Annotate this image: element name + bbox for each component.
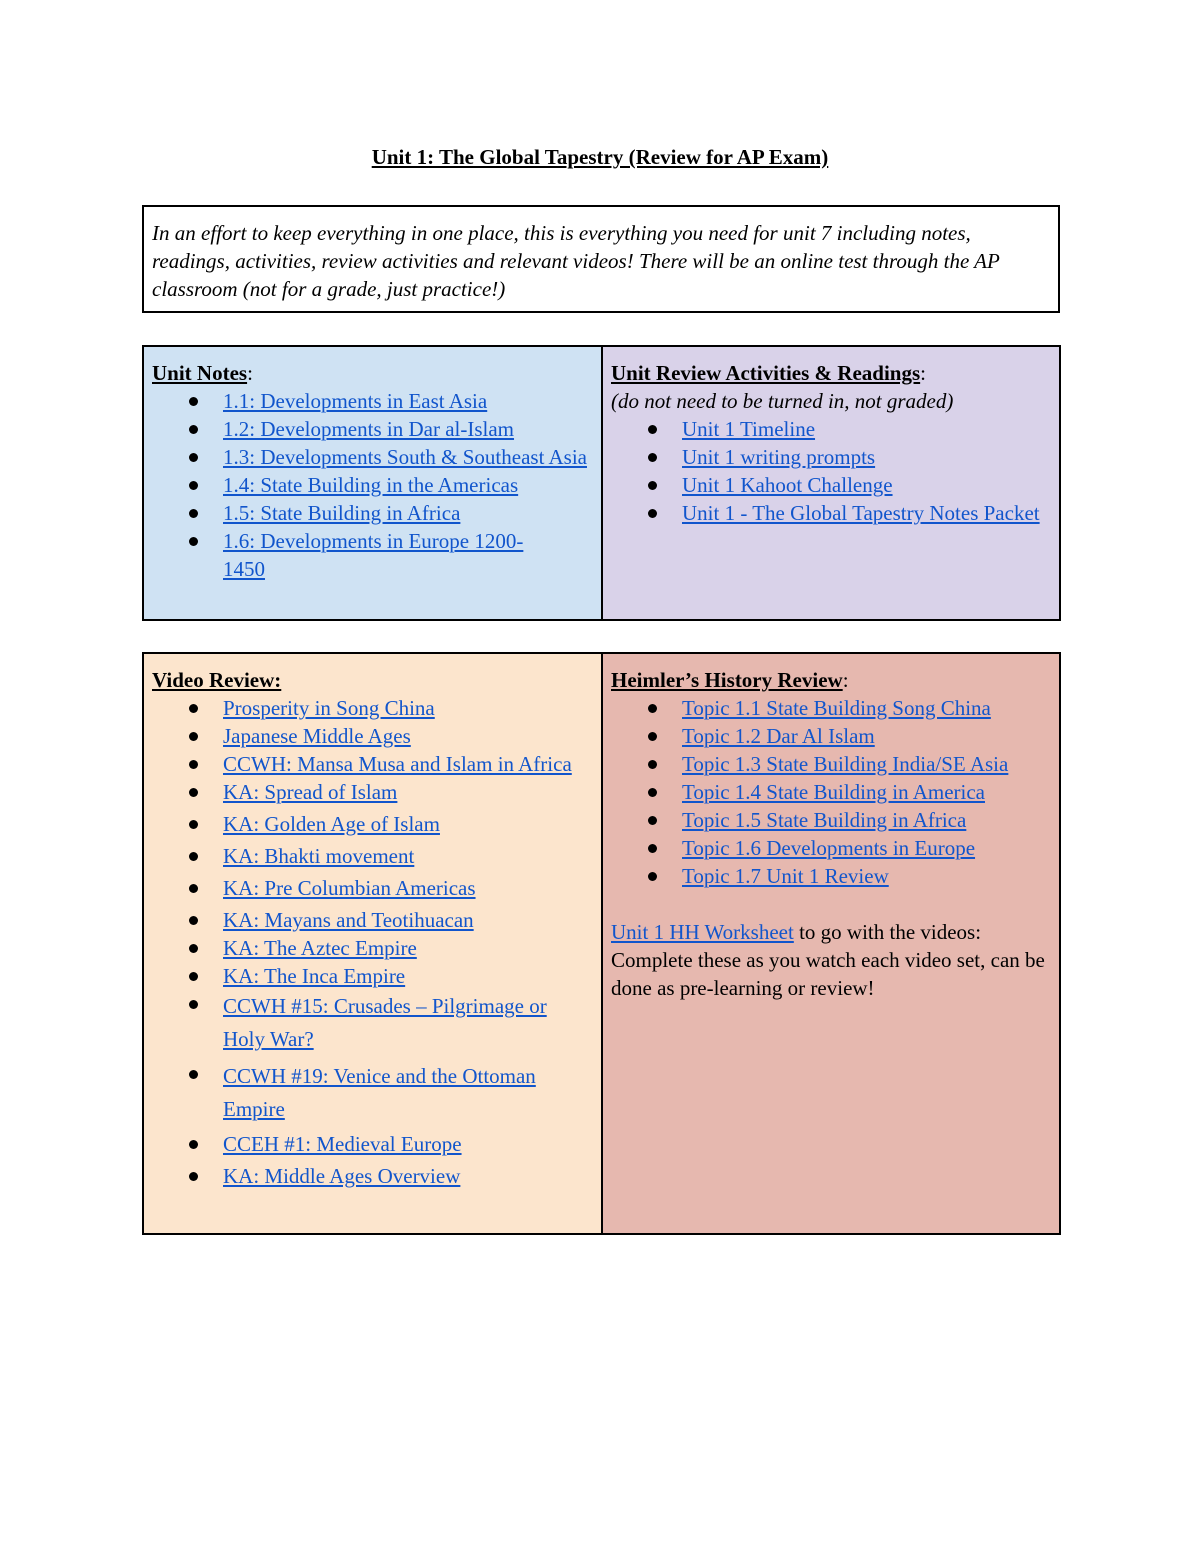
heimler-topic-link[interactable]: Topic 1.4 State Building in America: [682, 780, 985, 804]
video-link[interactable]: KA: The Inca Empire: [223, 964, 406, 988]
heimler-topic-link[interactable]: Topic 1.6 Developments in Europe: [682, 836, 976, 860]
list-item: [152, 990, 593, 1056]
list-item: [152, 750, 593, 778]
heimler-topic-link[interactable]: Topic 1.5 State Building in Africa: [682, 808, 967, 832]
review-activities-cell: [603, 347, 1059, 619]
video-link[interactable]: Prosperity in Song China: [223, 696, 435, 720]
heimler-topic-link[interactable]: Topic 1.3 State Building India/SE Asia: [682, 752, 1009, 776]
unit-notes-link-1-5[interactable]: 1.5: State Building in Africa: [223, 501, 461, 525]
list-item: [611, 471, 1051, 499]
list-item: [152, 499, 593, 527]
video-link[interactable]: KA: Bhakti movement: [223, 844, 415, 868]
unit-notes-link-1-2[interactable]: 1.2: Developments in Dar al-Islam: [223, 417, 515, 441]
list-item: [152, 722, 593, 750]
worksheet-text: to go with the videos: Complete these as you watch each video set, can be done as pre-learning or review!: [611, 920, 1045, 1000]
list-item: [611, 806, 1051, 834]
heimler-topic-link[interactable]: Topic 1.1 State Building Song China: [682, 696, 991, 720]
video-link[interactable]: Japanese Middle Ages: [223, 724, 411, 748]
list-item: [152, 1060, 593, 1126]
list-item: [611, 694, 1051, 722]
heimler-cell: [603, 654, 1059, 1233]
list-item: [152, 1162, 593, 1190]
page-title: Unit 1: The Global Tapestry (Review for AP Exam): [371, 145, 829, 169]
review-activities-note: (do not need to be turned in, not graded): [611, 389, 954, 413]
heimler-list: [611, 694, 1051, 890]
list-item: [152, 1130, 593, 1158]
bottom-table: [142, 652, 1061, 1235]
list-item: [152, 906, 593, 934]
list-item: [611, 722, 1051, 750]
unit-notes-colon: :: [247, 361, 253, 385]
review-activities-list: [611, 415, 1051, 527]
unit-notes-link-1-1[interactable]: 1.1: Developments in East Asia: [223, 389, 488, 413]
list-item: [611, 862, 1051, 890]
notes-packet-link[interactable]: Unit 1 - The Global Tapestry Notes Packet: [682, 501, 1040, 525]
list-item: [152, 934, 593, 962]
unit-notes-cell: [144, 347, 603, 619]
video-link[interactable]: CCWH: Mansa Musa and Islam in Africa: [223, 752, 572, 776]
video-link[interactable]: CCWH #15: Crusades – Pilgrimage or Holy War?: [223, 994, 547, 1051]
list-item: [611, 415, 1051, 443]
list-item: [152, 527, 593, 583]
list-item: [152, 443, 593, 471]
video-review-heading: Video Review:: [152, 668, 282, 692]
kahoot-link[interactable]: Unit 1 Kahoot Challenge: [682, 473, 893, 497]
video-link[interactable]: CCEH #1: Medieval Europe: [223, 1132, 462, 1156]
list-item: [152, 962, 593, 990]
list-item: [152, 387, 593, 415]
unit-notes-link-1-3[interactable]: 1.3: Developments South & Southeast Asia: [223, 445, 587, 469]
heimler-heading: Heimler’s History Review: [611, 668, 843, 692]
review-activities-heading: Unit Review Activities & Readings: [611, 361, 921, 385]
heimler-topic-link[interactable]: Topic 1.7 Unit 1 Review: [682, 864, 889, 888]
video-link[interactable]: KA: Mayans and Teotihuacan: [223, 908, 474, 932]
hh-worksheet-link[interactable]: Unit 1 HH Worksheet: [611, 920, 794, 944]
video-review-cell: [144, 654, 603, 1233]
video-review-list: [152, 694, 593, 1190]
heimler-colon: :: [842, 668, 849, 692]
list-item: [611, 499, 1051, 527]
video-link[interactable]: CCWH #19: Venice and the Ottoman Empire: [223, 1064, 536, 1121]
list-item: [152, 810, 593, 838]
list-item: [152, 694, 593, 722]
writing-prompts-link[interactable]: Unit 1 writing prompts: [682, 445, 876, 469]
video-link[interactable]: KA: The Aztec Empire: [223, 936, 417, 960]
list-item: [611, 443, 1051, 471]
list-item: [152, 874, 593, 902]
intro-text: In an effort to keep everything in one place, this is everything you need for unit 7 including notes, readings, activities, review activities and relevant videos! There will be an online test through the AP classroom (not for a grade, just practice!): [152, 221, 1000, 301]
list-item: [152, 842, 593, 870]
list-item: [152, 778, 593, 806]
list-item: [611, 750, 1051, 778]
unit-notes-link-1-4[interactable]: 1.4: State Building in the Americas: [223, 473, 519, 497]
video-link[interactable]: KA: Pre Columbian Americas: [223, 876, 476, 900]
unit-notes-list: [152, 387, 593, 583]
top-table: [142, 345, 1061, 621]
video-link[interactable]: KA: Spread of Islam: [223, 780, 398, 804]
list-item: [152, 471, 593, 499]
video-link[interactable]: KA: Middle Ages Overview: [223, 1164, 461, 1188]
intro-box: [142, 205, 1060, 313]
worksheet-paragraph: [611, 918, 1051, 1002]
unit-notes-link-1-6[interactable]: 1.6: Developments in Europe 1200-1450: [223, 529, 524, 581]
list-item: [611, 778, 1051, 806]
list-item: [611, 834, 1051, 862]
review-activities-colon: :: [920, 361, 926, 385]
timeline-link[interactable]: Unit 1 Timeline: [682, 417, 816, 441]
heimler-topic-link[interactable]: Topic 1.2 Dar Al Islam: [682, 724, 875, 748]
unit-notes-heading: Unit Notes: [152, 361, 248, 385]
list-item: [152, 415, 593, 443]
video-link[interactable]: KA: Golden Age of Islam: [223, 812, 440, 836]
